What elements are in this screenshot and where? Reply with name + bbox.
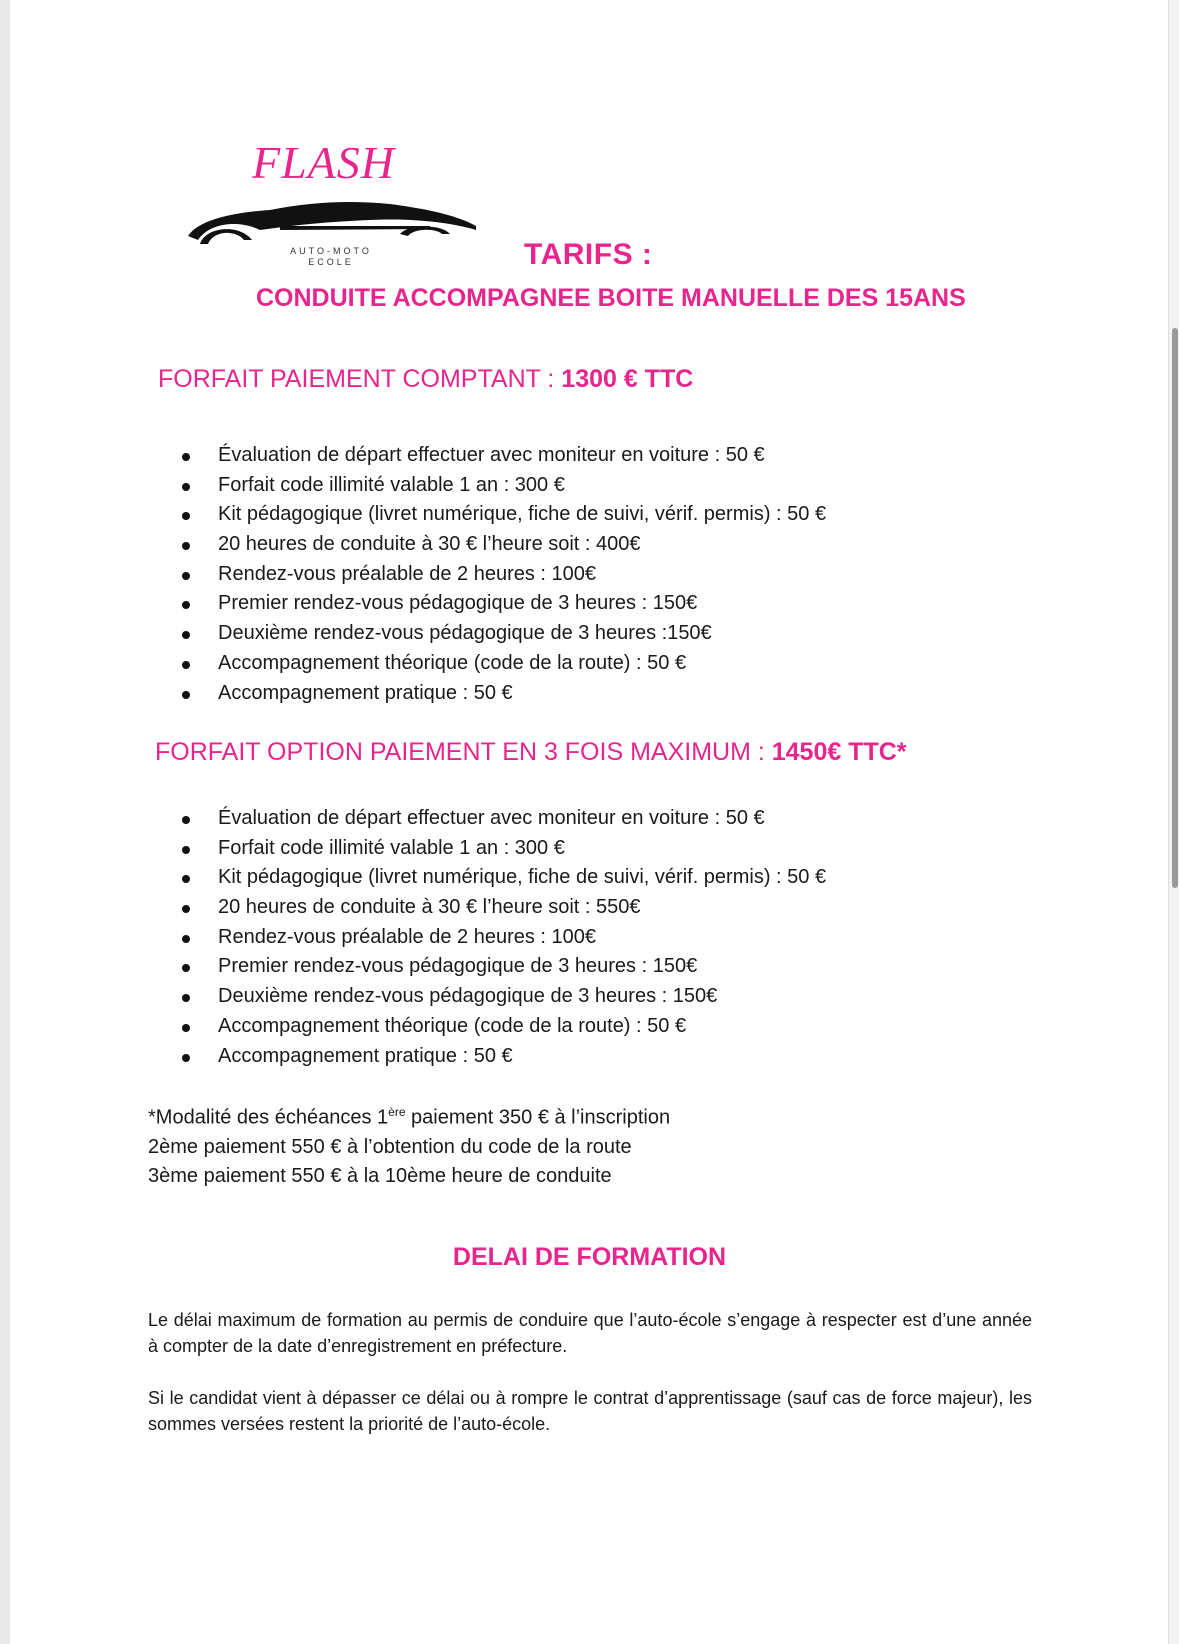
notes-line1 bbox=[148, 1098, 670, 1133]
delai-paragraph-1: Le délai maximum de formation au permis de conduire que l’auto-école s’engage à respecter est d’une année à compter de la date d’enregistrement en préfecture. bbox=[148, 1310, 1032, 1356]
list-item: Deuxième rendez-vous pédagogique de 3 heures :150€ bbox=[178, 619, 826, 649]
payment-schedule-notes bbox=[148, 1098, 670, 1191]
list-item: 20 heures de conduite à 30 € l’heure soit : 400€ bbox=[178, 530, 826, 560]
notes-line2: 2ème paiement 550 € à l’obtention du code de la route bbox=[148, 1135, 632, 1158]
list-item: Rendez-vous préalable de 2 heures : 100€ bbox=[178, 923, 826, 953]
list-item: Deuxième rendez-vous pédagogique de 3 heures : 150€ bbox=[178, 982, 826, 1012]
logo-subtitle-line1: AUTO-MOTO bbox=[290, 246, 372, 256]
list-item: 20 heures de conduite à 30 € l’heure soit : 550€ bbox=[178, 893, 826, 923]
forfait2-list bbox=[178, 804, 826, 1071]
list-item: Forfait code illimité valable 1 an : 300 € bbox=[178, 471, 826, 501]
forfait1-heading bbox=[158, 365, 693, 394]
list-item: Accompagnement théorique (code de la route) : 50 € bbox=[178, 1012, 826, 1042]
notes-line1-prefix: *Modalité des échéances 1 bbox=[148, 1106, 389, 1129]
list-item: Accompagnement théorique (code de la route) : 50 € bbox=[178, 649, 826, 679]
delai-heading: DELAI DE FORMATION bbox=[452, 1243, 727, 1271]
forfait2-label: FORFAIT OPTION PAIEMENT EN 3 FOIS MAXIMUM : bbox=[155, 738, 772, 766]
page-subtitle: CONDUITE ACCOMPAGNEE BOITE MANUELLE DES 15ANS bbox=[256, 284, 966, 312]
page-title: TARIFS : bbox=[524, 238, 653, 271]
list-item: Kit pédagogique (livret numérique, fiche de suivi, vérif. permis) : 50 € bbox=[178, 500, 826, 530]
notes-line3: 3ème paiement 550 € à la 10ème heure de conduite bbox=[148, 1164, 612, 1187]
scrollbar[interactable] bbox=[1168, 0, 1179, 1644]
delai-paragraph-2: Si le candidat vient à dépasser ce délai ou à rompre le contrat d’apprentissage (sauf cas de force majeur), les sommes versées restent la priorité de l’auto-école. bbox=[148, 1388, 1032, 1434]
scrollbar-thumb[interactable] bbox=[1172, 328, 1178, 888]
logo bbox=[180, 136, 520, 276]
list-item: Accompagnement pratique : 50 € bbox=[178, 679, 826, 709]
list-item: Accompagnement pratique : 50 € bbox=[178, 1042, 826, 1072]
list-item: Premier rendez-vous pédagogique de 3 heures : 150€ bbox=[178, 589, 826, 619]
list-item: Forfait code illimité valable 1 an : 300 € bbox=[178, 834, 826, 864]
logo-subtitle bbox=[276, 246, 386, 268]
logo-subtitle-line2: ECOLE bbox=[308, 257, 354, 267]
forfait1-list bbox=[178, 441, 826, 708]
logo-title: FLASH bbox=[252, 137, 395, 188]
list-item: Kit pédagogique (livret numérique, fiche de suivi, vérif. permis) : 50 € bbox=[178, 863, 826, 893]
forfait2-heading bbox=[155, 738, 907, 767]
list-item: Évaluation de départ effectuer avec moniteur en voiture : 50 € bbox=[178, 804, 826, 834]
forfait1-price: 1300 € TTC bbox=[561, 365, 694, 393]
list-item: Évaluation de départ effectuer avec moniteur en voiture : 50 € bbox=[178, 441, 826, 471]
notes-line1-suffix: paiement 350 € à l’inscription bbox=[405, 1106, 671, 1129]
notes-line1-sup: ère bbox=[388, 1105, 406, 1119]
list-item: Premier rendez-vous pédagogique de 3 heures : 150€ bbox=[178, 952, 826, 982]
list-item: Rendez-vous préalable de 2 heures : 100€ bbox=[178, 560, 826, 590]
forfait2-price: 1450€ TTC* bbox=[771, 738, 907, 766]
car-silhouette-icon bbox=[180, 196, 480, 252]
forfait1-label: FORFAIT PAIEMENT COMPTANT : bbox=[158, 365, 562, 393]
